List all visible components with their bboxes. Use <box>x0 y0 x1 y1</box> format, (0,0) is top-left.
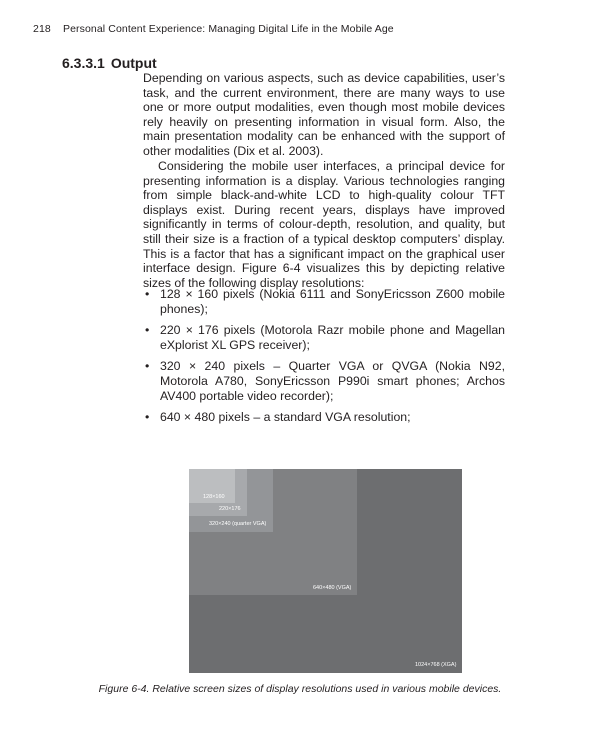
list-item-text: 320 × 240 pixels – Quarter VGA or QVGA (Nokia N92, Motorola A780, SonyEricsson P990i smart phones; Archos AV400 portable video recorder); <box>160 359 505 403</box>
list-item <box>143 359 505 403</box>
list-item-text: 128 × 160 pixels (Nokia 6111 and SonyEricsson Z600 mobile phones); <box>160 287 505 316</box>
section-title: Output <box>110 55 157 71</box>
bullet-icon: • <box>145 359 150 374</box>
bullet-icon: • <box>145 323 150 338</box>
label-1024x768: 1024×768 (XGA) <box>415 662 457 668</box>
paragraph-2: Considering the mobile user interfaces, a principal device for presenting information is a display. Various technologies ranging from simple black-and-white LCD to high-quality colour TFT displays exist. During recent years, displays have improved significantly in terms of colour-depth, resolution, and quality, but still their size is a fraction of a typical desktop computers’ display. This is a factor that has a significant impact on the graphical user interface design. Figure 6-4 visualizes this by depicting relative sizes of the following display resolutions: <box>143 159 505 290</box>
paragraph-1: Depending on various aspects, such as device capabilities, user’s task, and the current environment, there are many ways to use one or more output modalities, even though most mobile devices rely heavily on presenting information in visual form. Also, the main presentation modality can be enhanced with the support of other modalities (Dix et al. 2003). <box>143 71 505 158</box>
list-item <box>143 287 505 316</box>
running-head <box>33 23 394 35</box>
bullet-icon: • <box>145 287 150 301</box>
label-640x480: 640×480 (VGA) <box>313 585 352 591</box>
list-item <box>143 323 505 352</box>
running-title: Personal Content Experience: Managing Digital Life in the Mobile Age <box>63 23 394 35</box>
label-128x160: 128×160 <box>203 494 225 500</box>
resolution-figure <box>189 469 462 673</box>
page-number: 218 <box>33 23 51 35</box>
section-heading <box>62 55 163 71</box>
list-item-text: 640 × 480 pixels – a standard VGA resolution; <box>160 410 411 425</box>
list-item <box>143 410 505 425</box>
label-220x176: 220×176 <box>219 506 241 512</box>
bullet-icon: • <box>145 410 150 425</box>
section-number: 6.3.3.1 <box>62 55 105 71</box>
figure-caption: Figure 6-4. Relative screen sizes of display resolutions used in various mobile devices. <box>98 683 502 695</box>
list-item-text: 220 × 176 pixels (Motorola Razr mobile phone and Magellan eXplorist XL GPS receiver); <box>160 323 505 352</box>
label-320x240: 320×240 (quarter VGA) <box>209 521 267 527</box>
resolution-list <box>143 287 505 432</box>
